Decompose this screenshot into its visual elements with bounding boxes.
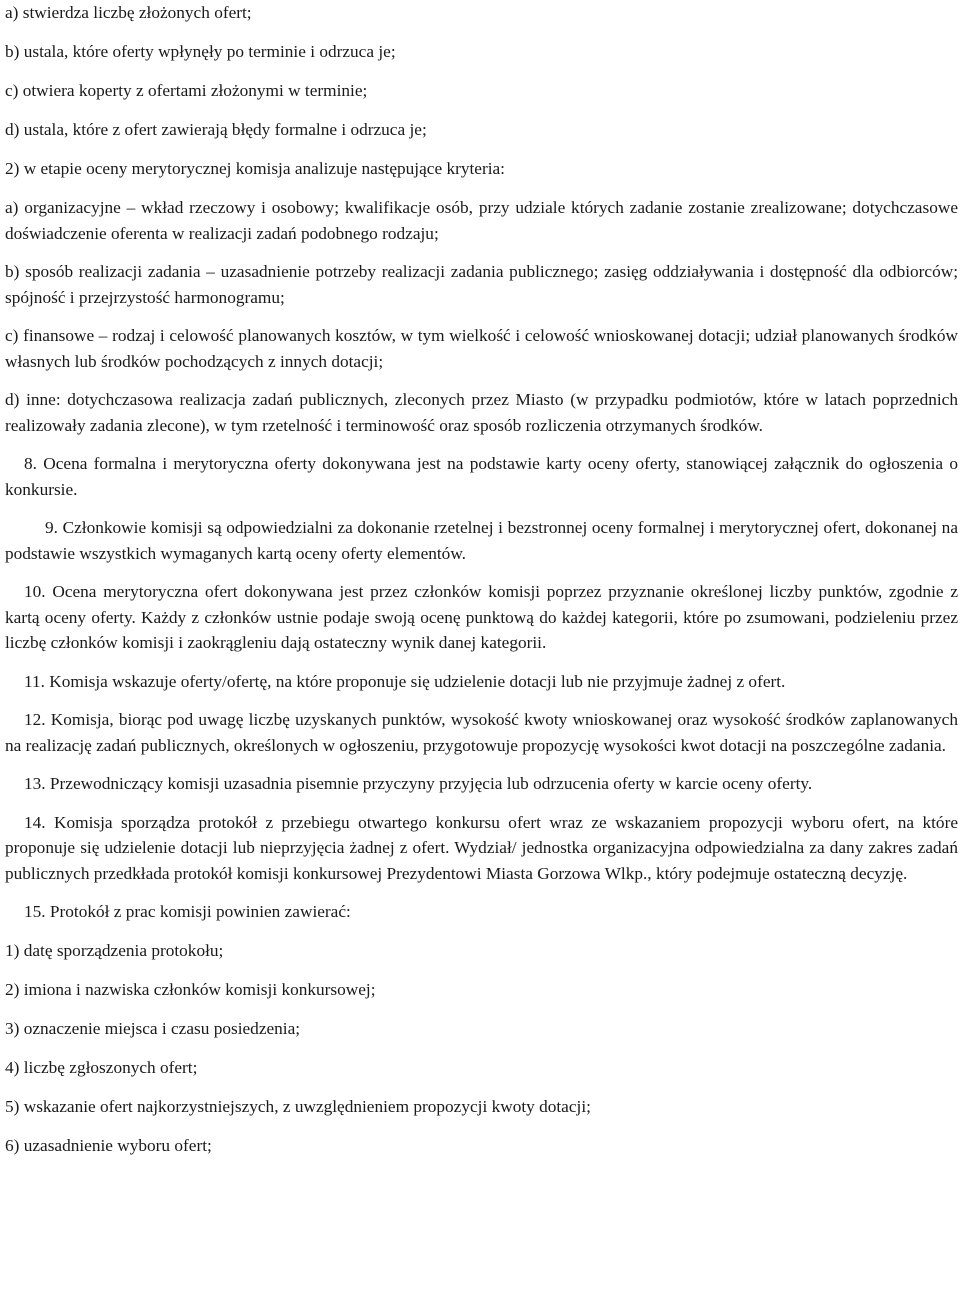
protocol-item-3: 3) oznaczenie miejsca i czasu posiedzenia; (5, 1019, 301, 1038)
criteria-a-organizational: a) organizacyjne – wkład rzeczowy i osobowy; kwalifikacje osób, przy udziale których zadanie zostanie zrealizowane; dotychczasowe doświadczenie oferenta w realizacji zadań podobnego rodzaju; (5, 198, 958, 243)
point-8: 8. Ocena formalna i merytoryczna oferty dokonywana jest na podstawie karty oceny oferty, stanowiącej załącznik do ogłoszenia o konkursie. (5, 454, 958, 499)
list-item-a-count-offers: a) stwierdza liczbę złożonych ofert; (5, 3, 252, 22)
point-9: 9. Członkowie komisji są odpowiedzialni za dokonanie rzetelnej i bezstronnej oceny formalnej i merytorycznej ofert, dokonanej na podstawie wszystkich wymaganych kartą oceny oferty elementów. (5, 518, 958, 563)
point-14: 14. Komisja sporządza protokół z przebiegu otwartego konkursu ofert wraz ze wskazaniem propozycji wyboru ofert, na które proponuje się udzielenie dotacji lub nieprzyjęcia żadnej z ofert. Wydział/ jednostka organizacyjna odpowiedzialna za dany zakres zadań publicznych przedkłada protokół komisji konkursowej Prezydentowi Miasta Gorzowa Wlkp., który podejmuje ostateczną decyzję. (5, 812, 958, 883)
list-item-d-formal-errors: d) ustala, które z ofert zawierają błędy formalne i odrzuca je; (5, 120, 427, 139)
point-13: 13. Przewodniczący komisji uzasadnia pisemnie przyczyny przyjęcia lub odrzucenia oferty w karcie oceny oferty. (24, 774, 813, 793)
protocol-item-5: 5) wskazanie ofert najkorzystniejszych, z uwzględnieniem propozycji kwoty dotacji; (5, 1097, 591, 1116)
point-15: 15. Protokół z prac komisji powinien zawierać: (24, 902, 351, 921)
protocol-item-4: 4) liczbę zgłoszonych ofert; (5, 1058, 198, 1077)
list-item-b-late-offers: b) ustala, które oferty wpłynęły po terminie i odrzuca je; (5, 42, 396, 61)
list-item-c-open-envelopes: c) otwiera koperty z ofertami złożonymi w terminie; (5, 81, 368, 100)
protocol-item-1: 1) datę sporządzenia protokołu; (5, 941, 224, 960)
document-page (5, 0, 958, 1172)
criteria-b-implementation: b) sposób realizacji zadania – uzasadnienie potrzeby realizacji zadania publicznego; zasięg oddziaływania i dostępność dla odbiorców; spójność i przejrzystość harmonogramu; (5, 262, 958, 307)
point-12: 12. Komisja, biorąc pod uwagę liczbę uzyskanych punktów, wysokość kwoty wnioskowanej oraz wysokość środków zaplanowanych na realizację zadań publicznych, określonych w ogłoszeniu, przygotowuje propozycję wysokości kwot dotacji na poszczególne zadania. (5, 710, 958, 755)
point-11: 11. Komisja wskazuje oferty/ofertę, na które proponuje się udzielenie dotacji lub nie przyjmuje żadnej z ofert. (24, 671, 786, 691)
list-item-2-merit-stage: 2) w etapie oceny merytorycznej komisja analizuje następujące kryteria: (5, 159, 505, 178)
protocol-item-6: 6) uzasadnienie wyboru ofert; (5, 1136, 212, 1155)
criteria-c-financial: c) finansowe – rodzaj i celowość planowanych kosztów, w tym wielkość i celowość wnioskowanej dotacji; udział planowanych środków własnych lub środków pochodzących z innych dotacji; (5, 326, 958, 371)
protocol-item-2: 2) imiona i nazwiska członków komisji konkursowej; (5, 980, 376, 999)
criteria-d-other: d) inne: dotychczasowa realizacja zadań publicznych, zleconych przez Miasto (w przypadku podmiotów, które w latach poprzednich realizowały zadania zlecone), w tym rzetelność i terminowość oraz sposób rozliczenia otrzymanych środków. (5, 390, 958, 435)
point-10: 10. Ocena merytoryczna ofert dokonywana jest przez członków komisji poprzez przyznanie określonej liczby punktów, zgodnie z kartą oceny oferty. Każdy z członków ustnie podaje swoją ocenę punktową do każdej kategorii, które po zsumowani, podzieleniu przez liczbę członków komisji i zaokrągleniu dają ostateczny wynik danej kategorii. (5, 582, 958, 652)
